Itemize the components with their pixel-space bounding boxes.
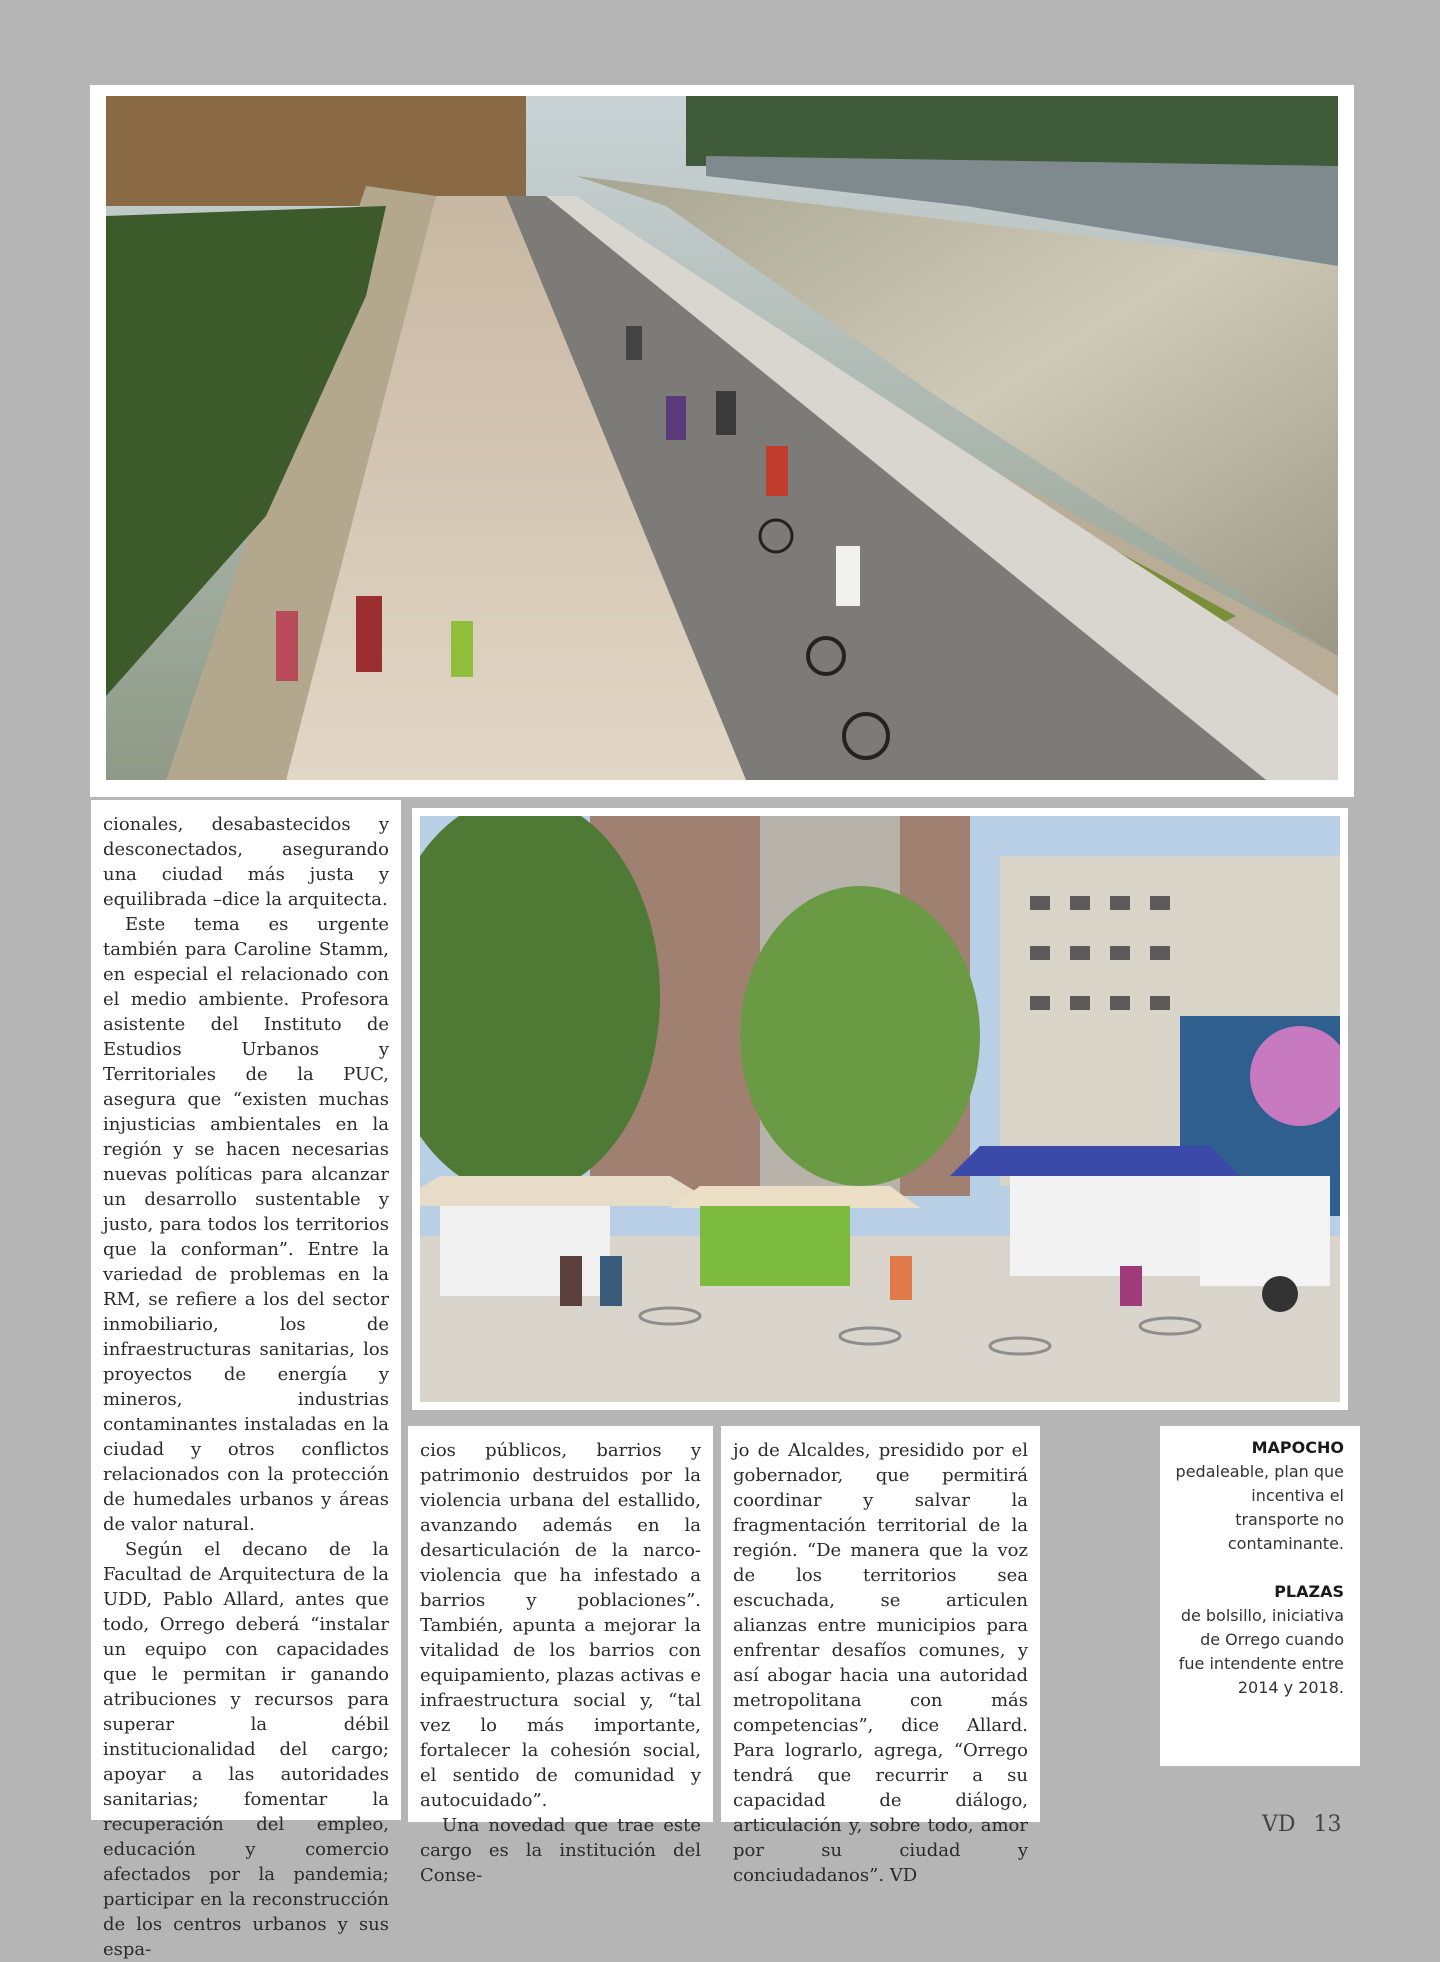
page-number: 13 [1313, 1812, 1342, 1837]
paragraph: Una novedad que trae este cargo es la institución del Conse- [420, 1815, 701, 1886]
paragraph: cios públicos, barrios y patrimonio destruidos por la violencia urbana del estallido, avanzando además en la desarticulación de la narco-violencia que ha infestado a barrios y poblaciones”. También, apunta a mejorar la vitalidad de los barrios con equipamiento, plazas activas e infraestructura social y, “tal vez lo más importante, fortalecer la cohesión social, el sentido de comunidad y autocuidado”. [420, 1440, 701, 1811]
article-column-middle [408, 1426, 713, 1886]
mapocho-bike-path-photo [106, 96, 1338, 780]
article-column-right [721, 1426, 1040, 1886]
caption-plazas [1170, 1580, 1344, 1700]
caption-mapocho [1170, 1436, 1344, 1556]
caption-heading: PLAZAS [1274, 1582, 1344, 1601]
paragraph: Este tema es urgente también para Caroline Stamm, en especial el relacionado con el medio ambiente. Profesora asistente del Instituto de Estudios Urbanos y Territoriales de la PUC, asegura que “existen muchas injusticias ambientales en la región y se hacen necesarias nuevas políticas para alcanzar un desarrollo sustentable y justo, para todos los territorios que la conforman”. Entre la variedad de problemas en la RM, se refiere a los del sector inmobiliario, los de infraestructuras sanitarias, los proyectos de energía y mineros, industrias contaminantes instaladas en la ciudad y otros conflictos relacionados con la protección de humedales urbanos y áreas de valor natural. [103, 914, 389, 1535]
paragraph: jo de Alcaldes, presidido por el gobernador, que permitirá coordinar y salvar la fragmentación territorial de la región. “De manera que la voz de los territorios sea escuchada, se articulen alianzas entre municipios para enfrentar desafíos comunes, y así abogar hacia una autoridad metropolitana con más competencias”, dice Allard. Para lograrlo, agrega, “Orrego tendrá que recurrir a su capacidad de diálogo, articulación y, sobre todo, amor por su ciudad y conciudadanos”. VD [733, 1440, 1028, 1886]
caption-text: de bolsillo, iniciativa de Orrego cuando fue intendente entre 2014 y 2018. [1178, 1606, 1344, 1697]
caption-heading: MAPOCHO [1251, 1438, 1344, 1457]
caption-text: pedaleable, plan que incentiva el transporte no contaminante. [1175, 1462, 1344, 1553]
paragraph: cionales, desabastecidos y desconectados, asegurando una ciudad más justa y equilibrada –dice la arquitecta. [103, 814, 389, 910]
article-column-left [91, 800, 401, 1960]
photo-captions [1160, 1426, 1360, 1766]
pocket-plaza-photo [420, 816, 1340, 1402]
paragraph: Según el decano de la Facultad de Arquitectura de la UDD, Pablo Allard, antes que todo, Orrego deberá “instalar un equipo con capacidades que le permitan ir ganando atribuciones y recursos para superar la débil institucionalidad del cargo; apoyar a las autoridades sanitarias; fomentar la recuperación del empleo, educación y comercio afectados por la pandemia; participar en la reconstrucción de los centros urbanos y sus espa- [103, 1539, 389, 1960]
magazine-name: VD [1262, 1812, 1296, 1837]
page-folio [1262, 1812, 1360, 1837]
